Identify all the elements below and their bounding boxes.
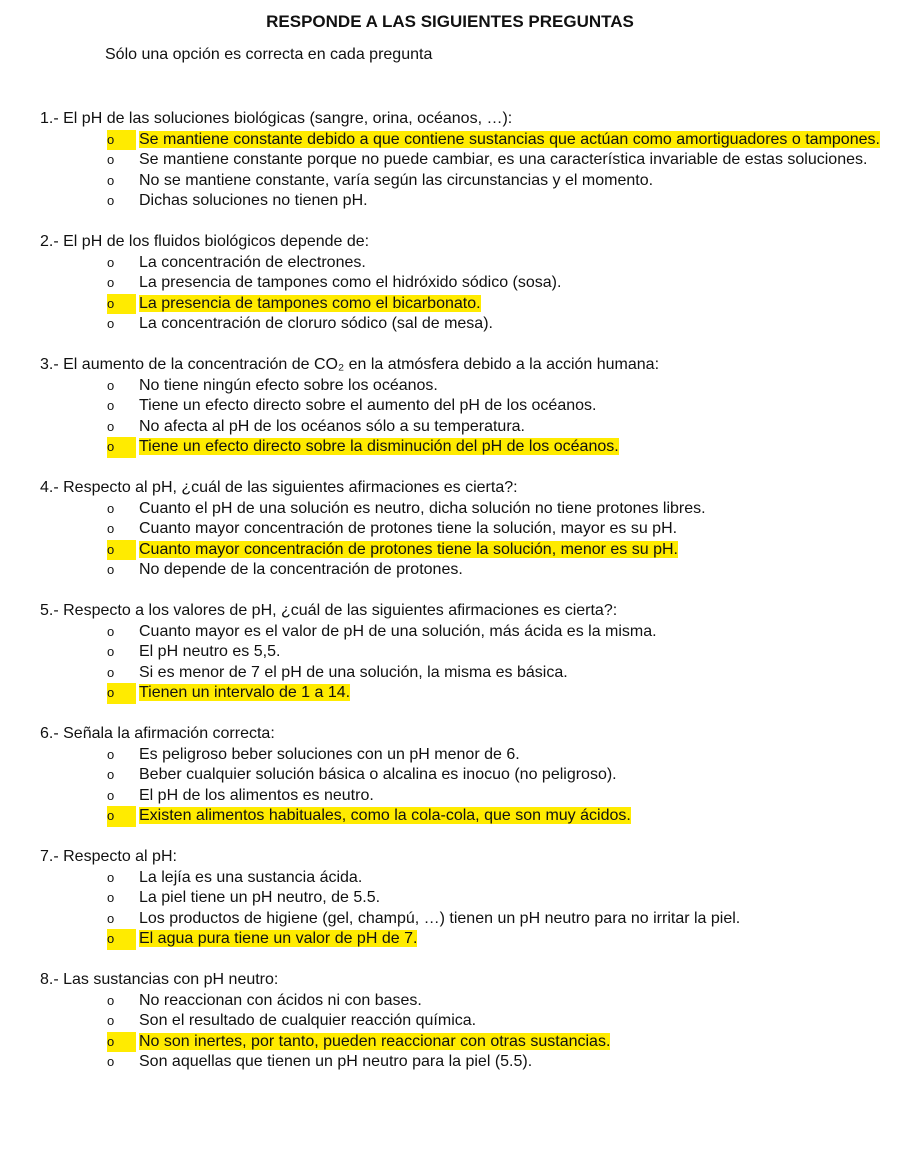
hollow-circle-bullet-icon: o [107, 1013, 115, 1028]
option-list [40, 499, 890, 581]
answer-option[interactable] [40, 560, 890, 581]
answer-option[interactable] [40, 191, 890, 212]
answer-option[interactable] [40, 909, 890, 930]
page-title: RESPONDE A LAS SIGUIENTES PREGUNTAS [266, 12, 634, 31]
answer-option[interactable] [40, 1052, 890, 1073]
question-text: 1.- El pH de las soluciones biológicas (sangre, orina, océanos, …): [40, 110, 513, 127]
option-text: La lejía es una sustancia ácida. [139, 868, 363, 886]
answer-option[interactable] [40, 171, 890, 192]
hollow-circle-bullet-icon: o [107, 130, 136, 151]
hollow-circle-bullet-icon: o [107, 437, 136, 458]
option-text: La concentración de electrones. [139, 253, 366, 271]
hollow-circle-bullet-icon: o [107, 929, 136, 950]
option-list [40, 376, 890, 458]
option-text: Si es menor de 7 el pH de una solución, la misma es básica. [139, 663, 568, 681]
hollow-circle-bullet-icon: o [107, 1054, 115, 1069]
answer-option-correct[interactable] [40, 130, 890, 151]
option-text: Beber cualquier solución básica o alcalina es inocuo (no peligroso). [139, 766, 617, 783]
answer-option[interactable] [40, 888, 890, 909]
option-text: Cuanto mayor concentración de protones tiene la solución, mayor es su pH. [139, 520, 678, 537]
hollow-circle-bullet-icon: o [107, 664, 115, 680]
answer-option[interactable] [40, 499, 890, 520]
option-text: Se mantiene constante debido a que contiene sustancias que actúan como amortiguadores o tampones. [139, 130, 880, 148]
option-text: Dichas soluciones no tienen pH. [139, 192, 368, 209]
option-text: El pH de los alimentos es neutro. [139, 786, 374, 804]
question-text: 4.- Respecto al pH, ¿cuál de las siguientes afirmaciones es cierta?: [40, 479, 518, 496]
option-text: No son inertes, por tanto, pueden reaccionar con otras sustancias. [139, 1032, 611, 1050]
question-3 [40, 355, 890, 458]
hollow-circle-bullet-icon: o [107, 172, 115, 188]
hollow-circle-bullet-icon: o [107, 254, 115, 270]
hollow-circle-bullet-icon: o [107, 500, 115, 516]
option-text: No depende de la concentración de protones. [139, 561, 463, 578]
option-list [40, 745, 890, 827]
answer-option[interactable] [40, 396, 890, 417]
hollow-circle-bullet-icon: o [107, 644, 115, 659]
option-text: Son aquellas que tienen un pH neutro para la piel (5.5). [139, 1053, 533, 1070]
question-text: 8.- Las sustancias con pH neutro: [40, 971, 279, 988]
answer-option[interactable] [40, 868, 890, 889]
hollow-circle-bullet-icon: o [107, 869, 115, 885]
hollow-circle-bullet-icon: o [107, 193, 115, 208]
answer-option[interactable] [40, 150, 890, 171]
option-text: El agua pura tiene un valor de pH de 7. [139, 930, 418, 947]
option-text: No tiene ningún efecto sobre los océanos. [139, 376, 438, 394]
hollow-circle-bullet-icon: o [107, 683, 136, 704]
question-1 [40, 109, 890, 212]
hollow-circle-bullet-icon: o [107, 398, 115, 413]
question-text: 3.- El aumento de la concentración de CO₂ en la atmósfera debido a la acción humana: [40, 356, 660, 373]
hollow-circle-bullet-icon: o [107, 275, 115, 290]
answer-option[interactable] [40, 663, 890, 684]
answer-option[interactable] [40, 745, 890, 766]
hollow-circle-bullet-icon: o [107, 294, 136, 315]
option-text: Tiene un efecto directo sobre la disminución del pH de los océanos. [139, 438, 619, 455]
option-text: Existen alimentos habituales, como la cola-cola, que son muy ácidos. [139, 807, 631, 824]
answer-option-correct[interactable] [40, 294, 890, 315]
option-text: El pH neutro es 5,5. [139, 643, 281, 660]
hollow-circle-bullet-icon: o [107, 910, 115, 926]
option-text: Son el resultado de cualquier reacción química. [139, 1012, 477, 1029]
answer-option[interactable] [40, 622, 890, 643]
answer-option[interactable] [40, 765, 890, 786]
answer-option-correct[interactable] [40, 683, 890, 704]
option-text: No reaccionan con ácidos ni con bases. [139, 991, 422, 1009]
question-text: 2.- El pH de los fluidos biológicos depende de: [40, 233, 370, 250]
hollow-circle-bullet-icon: o [107, 890, 115, 905]
option-list [40, 622, 890, 704]
hollow-circle-bullet-icon: o [107, 418, 115, 434]
question-text: 5.- Respecto a los valores de pH, ¿cuál de las siguientes afirmaciones es cierta?: [40, 602, 618, 619]
hollow-circle-bullet-icon: o [107, 623, 115, 639]
question-8 [40, 970, 890, 1073]
option-text: Cuanto el pH de una solución es neutro, dicha solución no tiene protones libres. [139, 499, 706, 517]
option-list [40, 253, 890, 335]
option-list [40, 130, 890, 212]
answer-option[interactable] [40, 642, 890, 663]
answer-option-correct[interactable] [40, 929, 890, 950]
hollow-circle-bullet-icon: o [107, 521, 115, 536]
answer-option-correct[interactable] [40, 1032, 890, 1053]
answer-option[interactable] [40, 1011, 890, 1032]
answer-option-correct[interactable] [40, 806, 890, 827]
question-text: 7.- Respecto al pH: [40, 848, 177, 865]
instructions: Sólo una opción es correcta en cada pregunta [105, 46, 433, 63]
option-text: La presencia de tampones como el bicarbonato. [139, 294, 481, 312]
answer-option[interactable] [40, 253, 890, 274]
option-text: Es peligroso beber soluciones con un pH menor de 6. [139, 745, 520, 763]
hollow-circle-bullet-icon: o [107, 152, 115, 167]
option-text: Tienen un intervalo de 1 a 14. [139, 684, 351, 701]
hollow-circle-bullet-icon: o [107, 377, 115, 393]
answer-option[interactable] [40, 417, 890, 438]
question-6 [40, 724, 890, 827]
hollow-circle-bullet-icon: o [107, 1032, 136, 1053]
option-text: La concentración de cloruro sódico (sal de mesa). [139, 315, 493, 332]
option-text: No se mantiene constante, varía según las circunstancias y el momento. [139, 171, 654, 189]
option-text: Tiene un efecto directo sobre el aumento del pH de los océanos. [139, 397, 597, 414]
option-text: Cuanto mayor concentración de protones tiene la solución, menor es su pH. [139, 540, 678, 558]
question-5 [40, 601, 890, 704]
question-7 [40, 847, 890, 950]
answer-option[interactable] [40, 376, 890, 397]
hollow-circle-bullet-icon: o [107, 540, 136, 561]
hollow-circle-bullet-icon: o [107, 806, 136, 827]
option-list [40, 868, 890, 950]
option-text: Cuanto mayor es el valor de pH de una solución, más ácida es la misma. [139, 622, 657, 640]
hollow-circle-bullet-icon: o [107, 992, 115, 1008]
hollow-circle-bullet-icon: o [107, 767, 115, 782]
answer-option[interactable] [40, 273, 890, 294]
option-text: Se mantiene constante porque no puede cambiar, es una característica invariable de estas soluciones. [139, 151, 868, 168]
question-text: 6.- Señala la afirmación correcta: [40, 725, 275, 742]
option-text: La piel tiene un pH neutro, de 5.5. [139, 889, 381, 906]
answer-option[interactable] [40, 314, 890, 335]
option-text: Los productos de higiene (gel, champú, …) tienen un pH neutro para no irritar la piel. [139, 909, 741, 927]
option-text: La presencia de tampones como el hidróxido sódico (sosa). [139, 274, 562, 291]
question-2 [40, 232, 890, 335]
answer-option-correct[interactable] [40, 540, 890, 561]
hollow-circle-bullet-icon: o [107, 316, 115, 331]
answer-option[interactable] [40, 786, 890, 807]
hollow-circle-bullet-icon: o [107, 787, 115, 803]
question-4 [40, 478, 890, 581]
hollow-circle-bullet-icon: o [107, 562, 115, 577]
answer-option-correct[interactable] [40, 437, 890, 458]
hollow-circle-bullet-icon: o [107, 746, 115, 762]
answer-option[interactable] [40, 991, 890, 1012]
option-text: No afecta al pH de los océanos sólo a su temperatura. [139, 417, 525, 435]
question-list [40, 109, 890, 1093]
option-list [40, 991, 890, 1073]
answer-option[interactable] [40, 519, 890, 540]
